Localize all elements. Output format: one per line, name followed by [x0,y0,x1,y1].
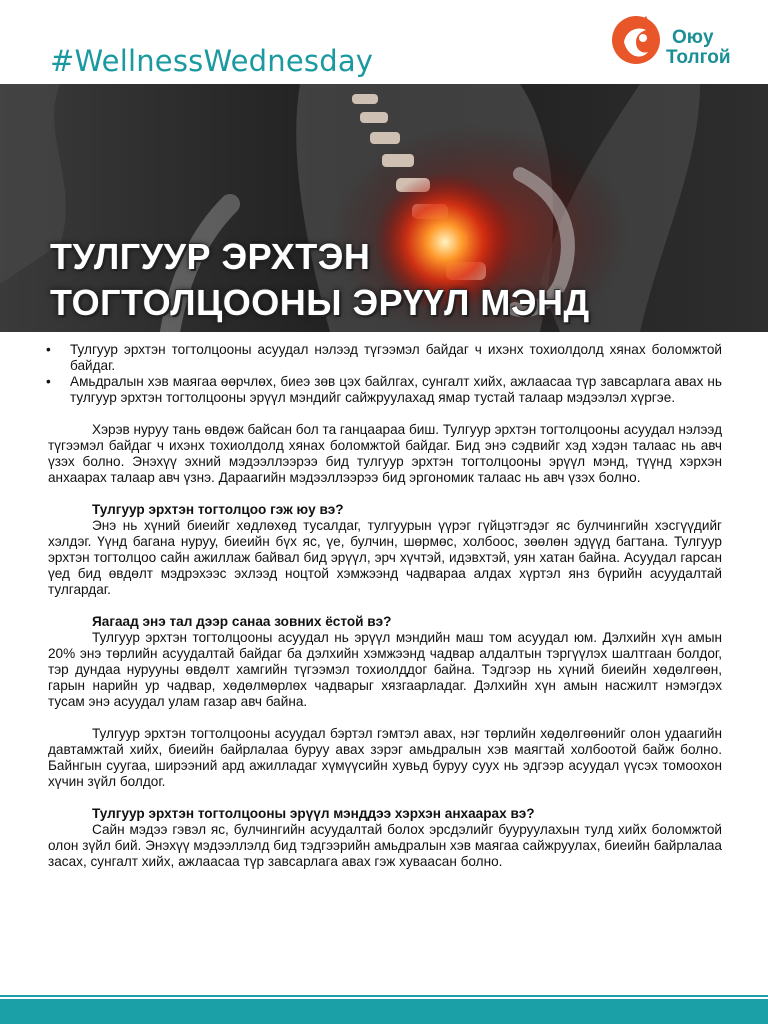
hero-banner [0,84,768,332]
section-heading: Яагаад энэ тал дээр санаа зовних ёстой вэ? [92,614,392,629]
section-heading: Тулгуур эрхтэн тогтолцооны эрүүл мэнддээ хэрхэн анхаарах вэ? [92,806,535,821]
article-body [48,342,722,870]
bullet-item: • Амьдралын хэв маягаа өөрчлөх, биеэ зөв цэх байлгах, сунгалт хийх, ажлаасаа түр завсарлага авах нь тулгуур эрхтэн тогтолцооны эрүүл мэндийг сайжруулахад ямар тустай талаар мэдээлэл хүргэе. [48,374,722,406]
section-paragraph: Энэ нь хүний биеийг хөдлөхөд тусалдаг, тулгуурын үүрэг гүйцэтгэдэг яс булчингийн хэсгүүдийг хэлдэг. Үүнд багана нуруу, биеийн бүх яс, үе, булчин, шөрмөс, холбоос, зөөлөн эдүүд багтана. Тулгуур эрхтэн тогтолцоо сайн ажиллаж байвал бид эрүүл, эрч хүчтэй, идэвхтэй, уян хатан байна. Асуудал гарсан үед бид өвдөлт мэдрэхээс эхлээд ноцтой хэмжээнд чадвараа алдах хүртэл янз бүрийн асуудалтай тулгардаг. [48,518,722,597]
hero-title [50,234,590,326]
oyu-tolgoi-logo-icon [610,12,666,68]
summary-bullets [48,342,722,406]
logo-wordmark [666,28,731,68]
hero-title-line-2: ТОГТОЛЦООНЫ ЭРҮҮЛ МЭНД [50,282,590,323]
logo-line-2: Толгой [666,47,731,68]
section-paragraph: Тулгуур эрхтэн тогтолцооны асуудал бэртэл гэмтэл авах, нэг төрлийн хөдөлгөөнийг олон удаагийн давтамжтай хийх, биеийн байрлалаа буруу авах зэрэг амьдралын хэв маягтай холбоотой байж болно. Байнгын суугаа, ширээний ард ажилладаг хүмүүсийн хувьд буруу суух нь эдгээр асуудал үүсэх томоохон хүчин зүйл болдог. [48,726,722,789]
intro-paragraph: Хэрэв нуруу тань өвдөж байсан бол та ганцаараа биш. Тулгуур эрхтэн тогтолцооны асуудал нэлээд түгээмэл байдаг ч ихэнх тохиолдолд хянах боломжтой байдаг. Бид энэ сэдвийг хэд хэдэн талаас нь авч үзэх болно. Энэхүү эхний мэдээллээрээ бид тулгуур эрхтэн тогтолцооны эрүүл мэнд, түүнд хэрхэн анхаарах талаар авч үзнэ. Дараагийн мэдээллээрээ бид эргономик талаас нь авч үзэх болно. [48,422,722,485]
bullet-item: • Тулгуур эрхтэн тогтолцооны асуудал нэлээд түгээмэл байдаг ч ихэнх тохиолдолд хянах боломжтой байдаг. [48,342,722,374]
hashtag-title: #WellnessWednesday [50,44,374,78]
hero-title-line-1: ТУЛГУУР ЭРХТЭН [50,236,371,277]
footer-bar [0,999,768,1024]
section-heading: Тулгуур эрхтэн тогтолцоо гэж юу вэ? [92,502,344,517]
brand-logo [608,10,731,74]
footer-divider [0,995,768,997]
logo-line-1: Оюу [672,27,714,48]
section-paragraph: Тулгуур эрхтэн тогтолцооны асуудал нь эрүүл мэндийн маш том асуудал юм. Дэлхийн хүн амын 20% энэ төрлийн асуудалтай байдаг ба дэлхийн хэмжээнд чадвар алдалтын тэргүүлэх шалтгаан болдог, тэр дундаа нурууны өвдөлт хамгийн түгээмэл тохиолддог байна. Тэдгээр нь хүний биеийн хөдөлгөөн, гарын нарийн ур чадвар, хөдөлмөрлөх чадварыг хязгаарладаг. Дэлхийн хүн амын насжилт нэмэгдэх тусам энэ асуудал улам газар авч байна. [48,630,722,709]
section-paragraph: Сайн мэдээ гэвэл яс, булчингийн асуудалтай болох эрсдэлийг бууруулахын тулд хийх боломжтой олон зүйл бий. Энэхүү мэдээллэлд бид тэдгээрийн амьдралын хэв маягаа сайжруулах, биеийн байрлалаа засах, сунгалт хийх, ажлаасаа түр завсарлага авах гэж хуваасан болно. [48,822,722,869]
